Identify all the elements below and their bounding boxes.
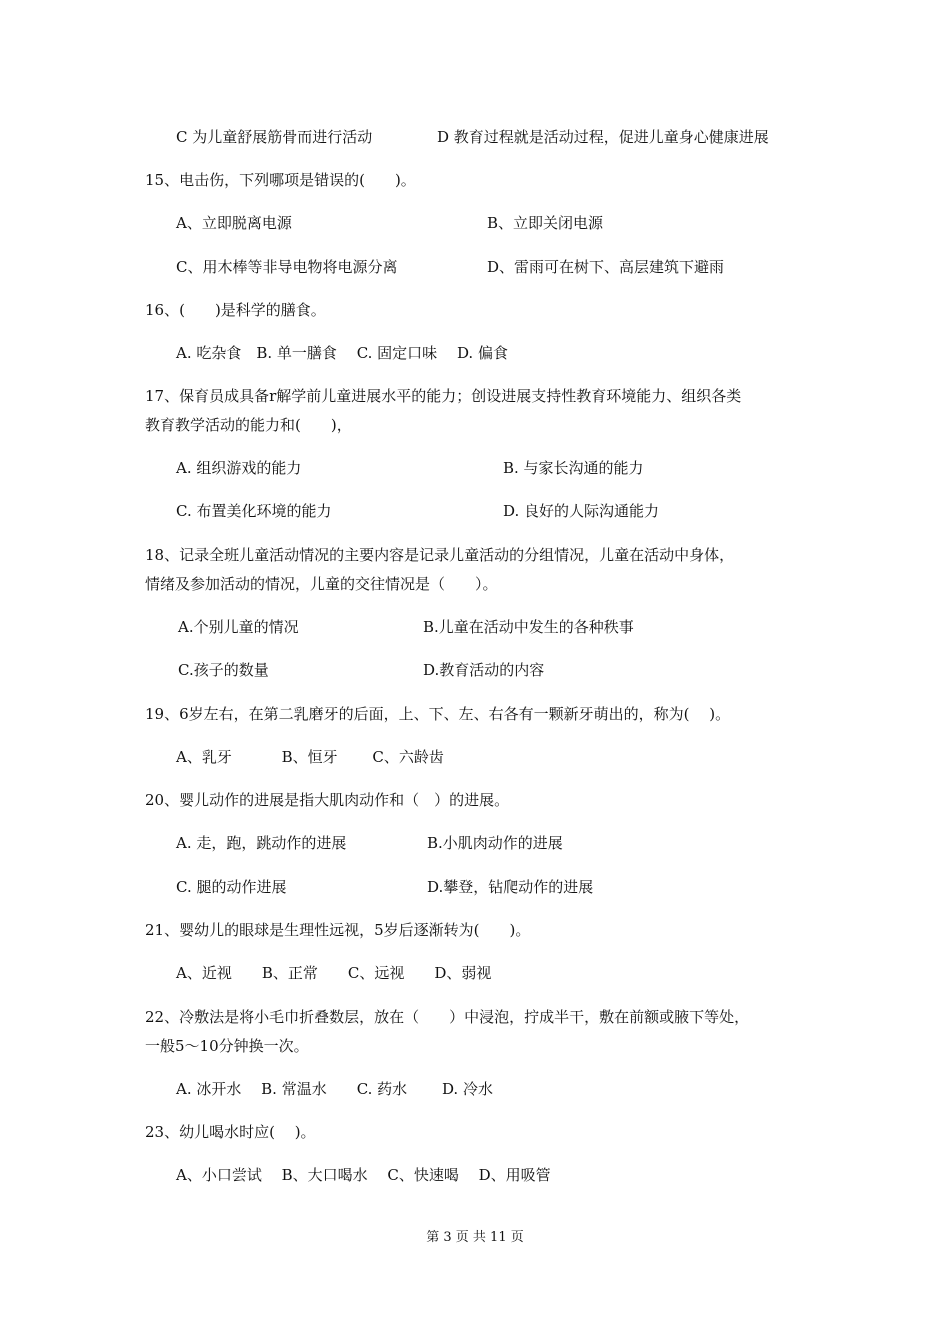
page-footer: 第 3 页 共 11 页	[426, 1230, 524, 1245]
q23-options: A、小口尝试 B、大口喝水 C、快速喝 D、用吸管	[176, 1166, 551, 1184]
q21-options: A、近视 B、正常 C、远视 D、弱视	[176, 964, 492, 982]
question-17-line1: 17、保育员成具备r解学前儿童进展水平的能力；创设进展支持性教育环境能力、组织各类	[145, 387, 742, 405]
q14-option-d: D 教育过程就是活动过程，促进儿童身心健康进展	[437, 128, 769, 146]
question-18-line1: 18、记录全班儿童活动情况的主要内容是记录儿童活动的分组情况，儿童在活动中身体，	[145, 546, 735, 564]
q20-option-d: D.攀登，钻爬动作的进展	[427, 878, 594, 896]
q18-option-b: B.儿童在活动中发生的各种秩事	[423, 618, 634, 636]
question-18-line2: 情绪及参加活动的情况，儿童的交往情况是（ ）。	[145, 575, 498, 593]
q16-options: A. 吃杂食 B. 单一膳食 C. 固定口味 D. 偏食	[176, 344, 508, 362]
q20-option-a: A. 走，跑，跳动作的进展	[176, 834, 347, 852]
question-22-line2: 一般5～10分钟换一次。	[145, 1037, 309, 1055]
question-20: 20、婴儿动作的进展是指大肌肉动作和（ ）的进展。	[145, 791, 510, 809]
q18-option-c: C.孩子的数量	[178, 661, 269, 679]
q18-option-a: A.个别儿童的情况	[178, 618, 299, 636]
question-16: 16、( )是科学的膳食。	[145, 301, 326, 319]
q15-option-d: D、雷雨可在树下、高层建筑下避雨	[487, 258, 725, 276]
q17-option-b: B. 与家长沟通的能力	[503, 459, 644, 477]
question-22-line1: 22、冷敷法是将小毛巾折叠数层，放在（ ）中浸泡，拧成半干，敷在前额或腋下等处，	[145, 1008, 750, 1026]
q20-option-b: B.小肌肉动作的进展	[427, 834, 563, 852]
q19-options: A、乳牙 B、恒牙 C、六龄齿	[176, 748, 444, 766]
question-15: 15、电击伤，下列哪项是错误的( )。	[145, 171, 416, 189]
q15-option-b: B、立即关闭电源	[487, 214, 604, 232]
q18-option-d: D.教育活动的内容	[423, 661, 545, 679]
question-17-line2: 教育教学活动的能力和( )，	[145, 416, 352, 434]
q14-option-c: C 为儿童舒展筋骨而进行活动	[176, 128, 373, 146]
question-19: 19、6岁左右，在第二乳磨牙的后面，上、下、左、右各有一颗新牙萌出的，称为( )。	[145, 705, 731, 723]
question-23: 23、幼儿喝水时应( )。	[145, 1123, 316, 1141]
q17-option-d: D. 良好的人际沟通能力	[503, 502, 660, 520]
q15-option-c: C、用木棒等非导电物将电源分离	[176, 258, 398, 276]
q17-option-a: A. 组织游戏的能力	[176, 459, 302, 477]
q15-option-a: A、立即脱离电源	[176, 214, 292, 232]
question-21: 21、婴幼儿的眼球是生理性远视，5岁后逐渐转为( )。	[145, 921, 531, 939]
q17-option-c: C. 布置美化环境的能力	[176, 502, 332, 520]
q22-options: A. 冰开水 B. 常温水 C. 药水 D. 冷水	[176, 1080, 493, 1098]
q20-option-c: C. 腿的动作进展	[176, 878, 287, 896]
